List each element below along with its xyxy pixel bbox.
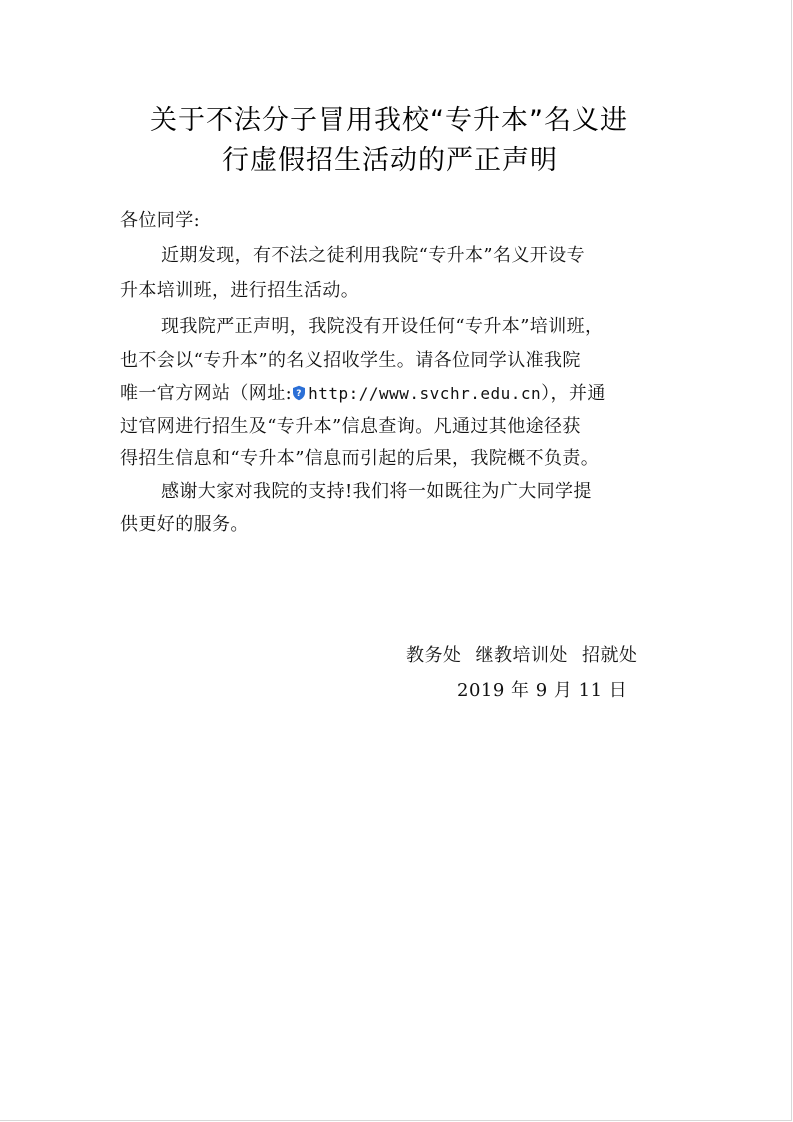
paragraph-2-line-4: 过官网进行招生及“专升本”信息查询。凡通过其他途径获 [120,416,581,437]
paragraph-1-line-2: 升本培训班，进行招生活动。 [120,280,360,301]
signature-dept-academic-affairs: 教务处 [406,645,462,666]
paragraph-3-line-2: 供更好的服务。 [120,514,249,535]
document-title-line-1: 关于不法分子冒用我校“专升本”名义进 [150,105,628,136]
paragraph-2-line-1: 现我院严正声明，我院没有开设任何“专升本”培训班， [161,316,604,337]
url-shield-icon [292,383,308,404]
paragraph-2-line-2: 也不会以“专升本”的名义招收学生。请各位同学认准我院 [120,350,581,371]
official-website-link[interactable]: http://www.svchr.edu.cn [308,384,542,403]
paragraph-3-line-1: 感谢大家对我院的支持!我们将一如既往为广大同学提 [161,481,592,502]
paragraph-2-line-3-prefix: 唯一官方网站（网址: [120,383,293,404]
document-title-line-2: 行虚假招生活动的严正声明 [222,145,558,176]
paragraph-2-line-3-suffix: ），并通 [541,383,606,404]
paragraph-1-line-1: 近期发现，有不法之徒利用我院“专升本”名义开设专 [161,245,586,266]
signature-departments [406,641,638,667]
paragraph-2-line-5: 得招生信息和“专升本”信息而引起的后果，我院概不负责。 [120,448,600,469]
signature-dept-continuing-education: 继教培训处 [475,645,568,666]
greeting: 各位同学: [120,210,201,231]
signature-date: 2019 年 9 月 11 日 [457,680,628,701]
svg-text:?: ? [296,389,302,400]
signature-dept-admissions: 招就处 [582,645,638,666]
paragraph-2-line-3 [120,379,606,405]
